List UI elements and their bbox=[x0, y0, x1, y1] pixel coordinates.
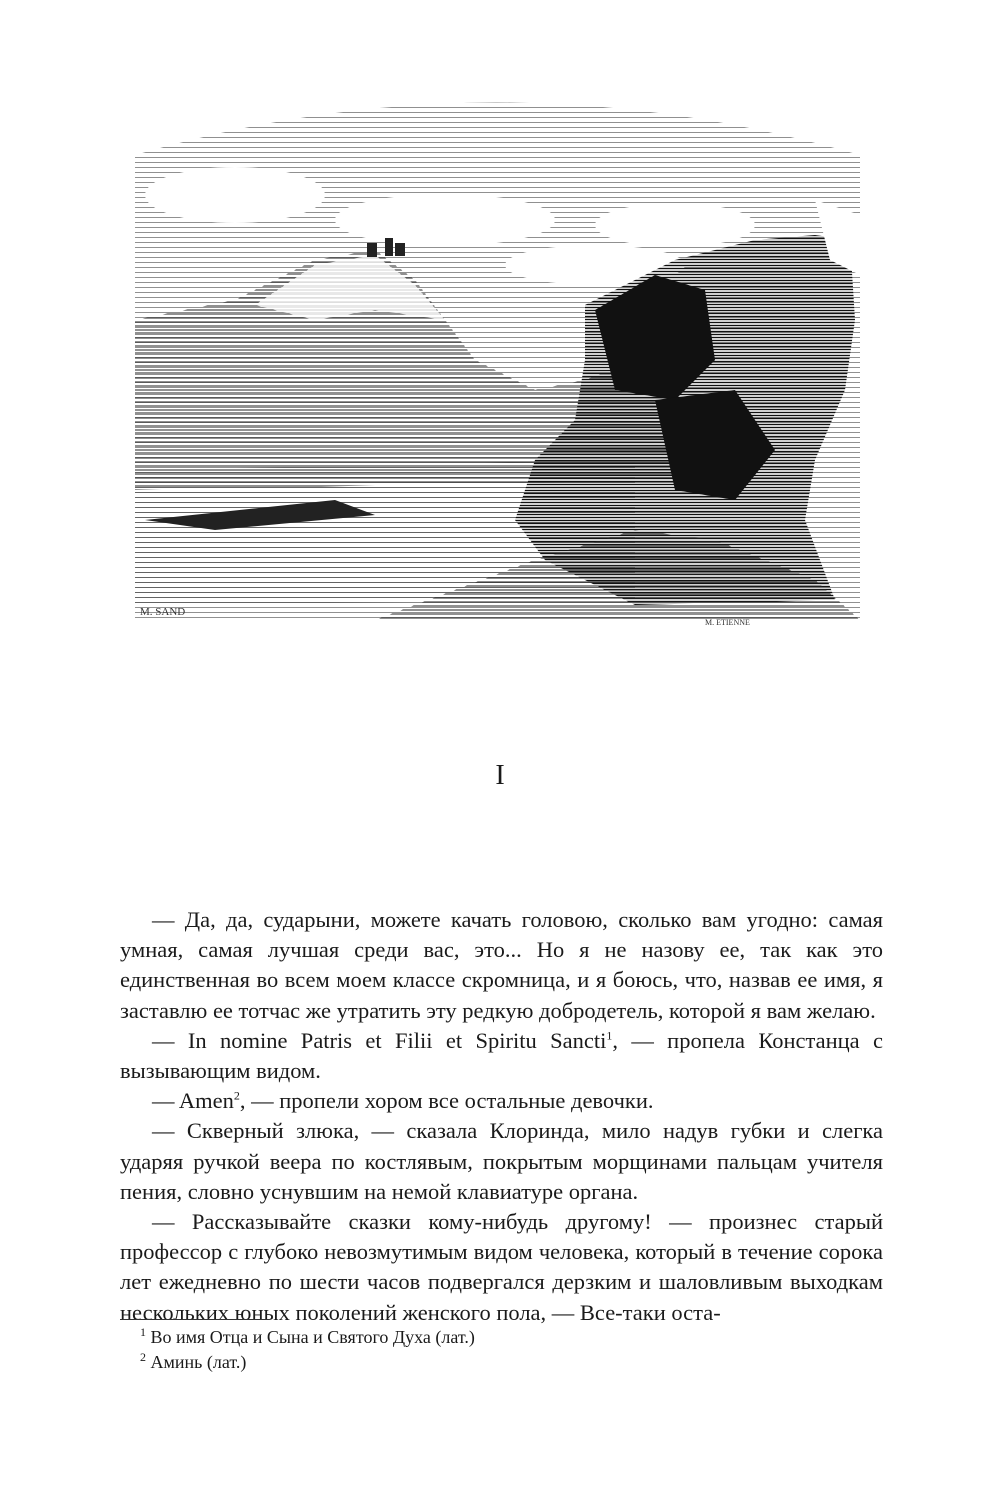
footnote-divider bbox=[120, 1319, 268, 1320]
paragraph: — Да, да, сударыни, можете качать головою, сколько вам угодно: самая умная, самая лучшая среди вас, это... Но я не назову ее, так как это единственная во всем моем классе скромница, и я боюсь, что, назвав ее имя, я заставлю ее тотчас же утратить эту редкую добродетель, которой я вам желаю. bbox=[120, 907, 883, 1023]
footnote: $^1$ Во имя Отца и Сына и Святого Духа (лат.) bbox=[140, 1325, 475, 1347]
body-text bbox=[120, 905, 883, 1328]
footnote-ref[interactable]: 2 bbox=[233, 1088, 240, 1103]
svg-text:M. ETIENNE: M. ETIENNE bbox=[705, 618, 750, 627]
chapter-number: I bbox=[495, 760, 505, 791]
paragraph: — Рассказывайте сказки кому-нибудь другому! — произнес старый профессор с глубоко невозмутимым видом человека, который в течение сорока лет ежедневно по шести часов подвергался дерзким и шаловливым выходкам нескольких юных поколений женского пола, — Все-таки оста- bbox=[120, 1209, 883, 1325]
footnote-ref[interactable]: 1 bbox=[606, 1028, 613, 1043]
svg-text:M. SAND: M. SAND bbox=[140, 606, 186, 618]
paragraph: — In nomine Patris et Filii et Spiritu Sancti$^1$, — пропела Констанца с вызывающим видом. bbox=[120, 1027, 883, 1084]
footnote: $^2$ Аминь (лат.) bbox=[140, 1350, 247, 1372]
chapter-illustration bbox=[115, 60, 875, 635]
paragraph: — Amen$^2$, — пропели хором все остальные девочки. bbox=[152, 1088, 654, 1114]
engraving-landscape-icon bbox=[115, 60, 875, 635]
paragraph: — Скверный злюка, — сказала Клоринда, мило надув губки и слегка ударяя ручкой веера по костлявым, покрытым морщинами пальцам учителя пения, словно уснувшим на немой клавиатуре органа. bbox=[120, 1118, 883, 1204]
footnotes bbox=[140, 1325, 475, 1375]
